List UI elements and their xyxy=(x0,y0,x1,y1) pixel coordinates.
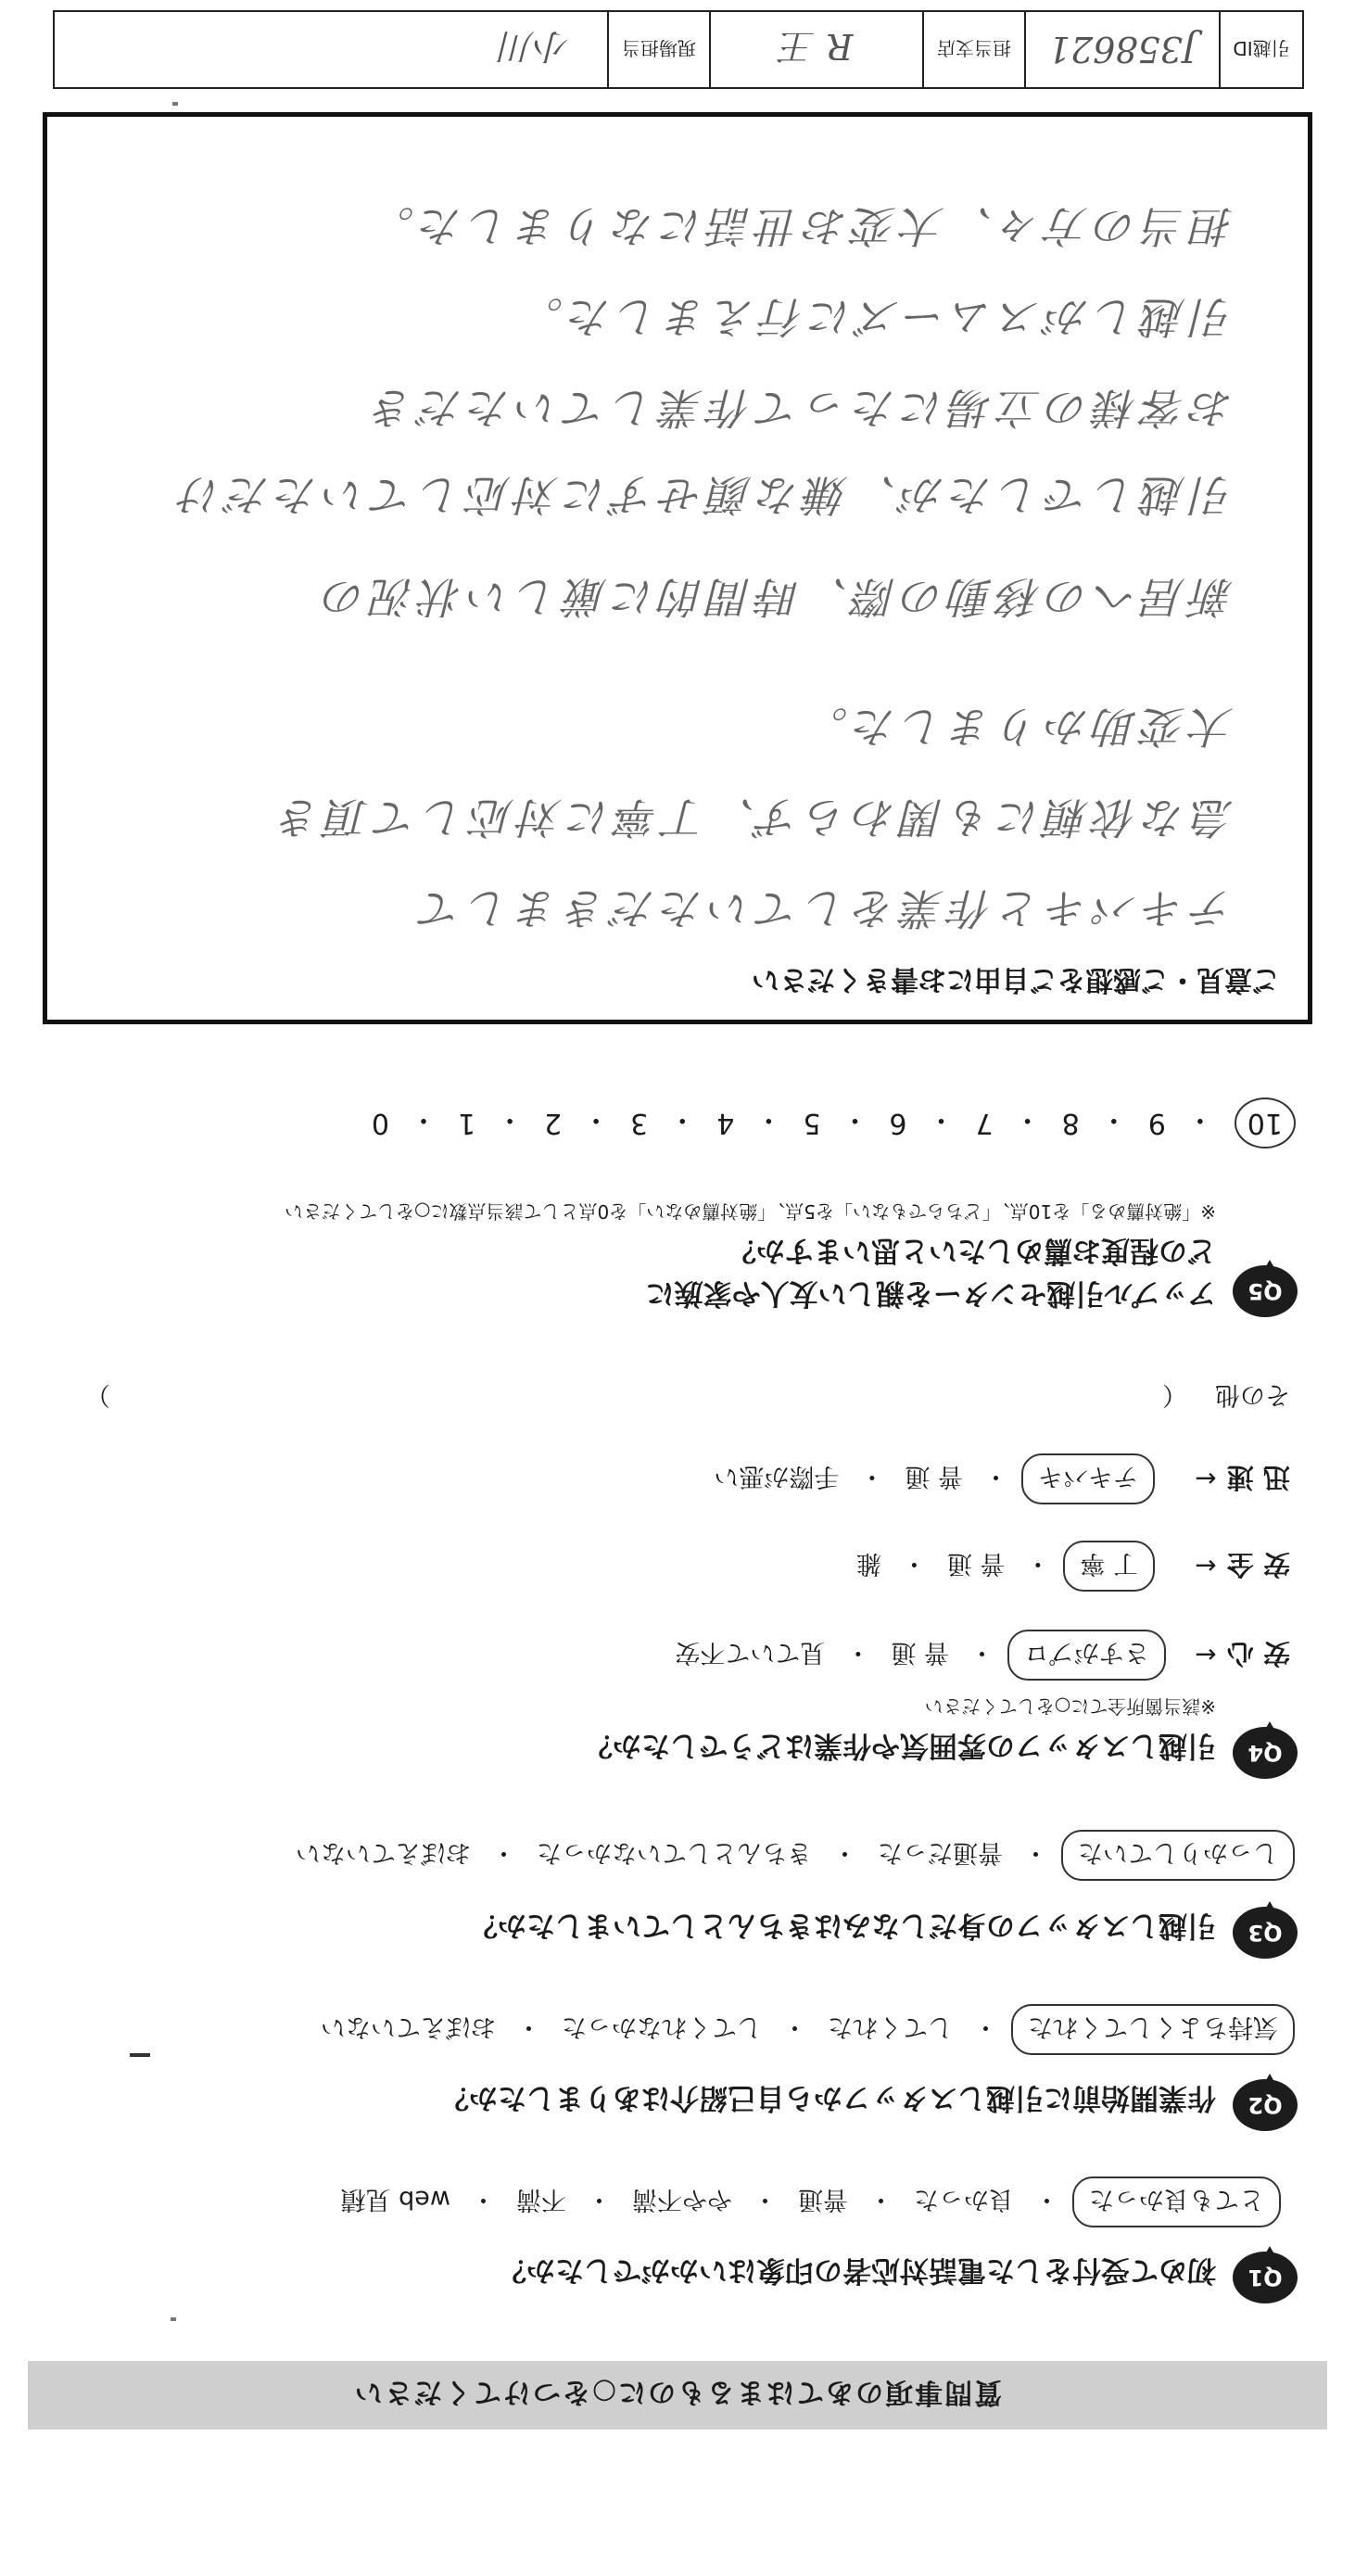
q1-option[interactable]: web 見積 xyxy=(340,2185,450,2214)
id-table xyxy=(53,10,1304,89)
q4-badge: Q4 xyxy=(1233,1727,1298,1779)
q4-other xyxy=(85,1379,1290,1415)
q4-row-anzen: 安 全 ← 丁 寧 ・ 普 通 ・ 雑 xyxy=(849,1541,1290,1592)
leader-value-cell[interactable]: 小川 xyxy=(499,26,570,67)
q2-option[interactable]: してくれた xyxy=(828,2012,953,2041)
q2-option[interactable]: おぼえていない xyxy=(321,2012,496,2041)
q5-score[interactable]: 5 xyxy=(803,1107,821,1139)
q5-score[interactable]: 3 xyxy=(630,1107,649,1139)
q4-other-close: ） xyxy=(85,1380,110,1409)
arrow-icon: ← xyxy=(1195,1640,1217,1670)
q4-option[interactable]: 普 通 xyxy=(891,1638,949,1667)
q2-options: 気持ちよくしてくれた ・ してくれた ・ してくれなかった ・ おぼえていない xyxy=(313,2004,1295,2055)
q5-score[interactable]: 7 xyxy=(975,1107,994,1139)
comment-line: 引越しがスムーズに行えました。 xyxy=(514,292,1234,342)
instructions-header xyxy=(28,2361,1327,2430)
q2-option-selected[interactable]: 気持ちよくしてくれた xyxy=(1011,2004,1295,2055)
q5-score[interactable]: 4 xyxy=(716,1107,735,1139)
q5-score[interactable]: 8 xyxy=(1061,1107,1080,1139)
q3-options: しっかりしていた ・ 普通だった ・ きちんとしていなかった ・ おぼえていない xyxy=(288,1830,1295,1881)
staff-value-cell[interactable]: R 王 xyxy=(709,12,922,87)
q4-option-selected[interactable]: さすがプロ xyxy=(1007,1630,1166,1681)
q4-row-anshin: 安 心 ← さすがプロ ・ 普 通 ・ 見ていて不安 xyxy=(667,1630,1290,1681)
instructions-text: 質問事項のあてはまるものに○をつけてください xyxy=(352,2376,1003,2408)
q5-badge: Q5 xyxy=(1233,1265,1298,1317)
comment-line: 新居への移動の際、時間的に厳しい状況の xyxy=(318,572,1234,622)
leader-label-cell: 現場担当 xyxy=(607,12,709,87)
q2-option[interactable]: してくれなかった xyxy=(562,2012,762,2041)
comment-line: テキパキと作業をしていただきまして xyxy=(414,883,1234,933)
comment-line: お客様の立場にたって作業していただき xyxy=(366,383,1234,433)
id-value-cell[interactable]: J358621 xyxy=(1024,12,1219,87)
arrow-icon: ← xyxy=(1195,1464,1217,1494)
q4-option[interactable]: 手際が悪い xyxy=(714,1462,840,1491)
comment-box[interactable] xyxy=(43,112,1312,1024)
comment-line: 引越しでしたが、嫌な顔せずに対応していただけ xyxy=(173,470,1234,520)
q5-score[interactable]: 6 xyxy=(889,1107,907,1139)
arrow-icon: ← xyxy=(1195,1551,1217,1581)
q4-row-label: 安 全 xyxy=(1226,1549,1290,1580)
q4-option[interactable]: 普 通 xyxy=(905,1462,963,1491)
q4-row-jinsoku: 迅 速 ← テキパキ ・ 普 通 ・ 手際が悪い xyxy=(706,1453,1290,1504)
q5-text-line1: アップル引越センターを親しい友人や家族に xyxy=(645,1276,1216,1310)
q1-option[interactable]: やや不満 xyxy=(632,2185,732,2214)
scan-speck xyxy=(172,102,178,106)
q1-text: 初めて受付をした電話対応者の印象はいかがでしたか？ xyxy=(498,2253,1216,2287)
q5-score[interactable]: 9 xyxy=(1147,1107,1166,1139)
pen-mark xyxy=(130,2053,150,2057)
q2-badge: Q2 xyxy=(1233,2079,1298,2131)
q5-score[interactable]: 2 xyxy=(544,1107,563,1139)
q1-option[interactable]: 普通 xyxy=(798,2185,848,2214)
comment-line: 急な依頼にも関わらず、丁寧に対応して頂き xyxy=(272,793,1234,843)
q3-option-selected[interactable]: しっかりしていた xyxy=(1061,1830,1295,1881)
staff-label-cell: 担当支店 xyxy=(922,12,1024,87)
comment-line: 担当の方々、大変お世話になりました。 xyxy=(366,201,1234,251)
q3-option[interactable]: きちんとしていなかった xyxy=(537,1838,812,1867)
q1-option-selected[interactable]: とても良かった xyxy=(1072,2176,1281,2227)
scan-speck xyxy=(171,2317,176,2321)
q4-option[interactable]: 普 通 xyxy=(946,1549,1006,1578)
id-label-cell: 引越ID xyxy=(1219,12,1302,87)
q3-option[interactable]: おぼえていない xyxy=(296,1838,471,1867)
q3-badge: Q3 xyxy=(1233,1907,1298,1959)
q4-note: ※該当箇所全てに○をしてください xyxy=(924,1695,1216,1718)
q4-other-label: その他 xyxy=(1215,1380,1290,1409)
comment-line: 大変助かりました。 xyxy=(800,702,1234,752)
q4-option[interactable]: 見ていて不安 xyxy=(675,1638,826,1667)
q4-row-label: 迅 速 xyxy=(1226,1462,1290,1493)
q1-options: とても良かった ・ 良かった ・ 普通 ・ やや不満 ・ 不満 ・ web 見積 xyxy=(334,2176,1281,2227)
q4-option-selected[interactable]: 丁 寧 xyxy=(1063,1541,1155,1592)
q4-option-selected[interactable]: テキパキ xyxy=(1021,1453,1155,1504)
q3-option[interactable]: 普通だった xyxy=(878,1838,1003,1867)
q5-text-line2: どの程度お薦めしたいと思いますか？ xyxy=(728,1234,1216,1267)
q5-score[interactable]: 1 xyxy=(457,1107,476,1139)
q3-text: 引越しスタッフの身だしなみはきちんとしていましたか？ xyxy=(469,1909,1216,1942)
q5-score[interactable]: 0 xyxy=(371,1107,389,1139)
q2-text: 作業開始前に引越しスタッフから自己紹介はありましたか？ xyxy=(440,2081,1216,2114)
q5-score-selected[interactable]: 10 xyxy=(1235,1098,1296,1148)
q1-option[interactable]: 不満 xyxy=(516,2185,566,2214)
q4-other-open: （ xyxy=(1162,1380,1187,1409)
q4-option[interactable]: 雑 xyxy=(855,1549,881,1578)
q1-badge: Q1 xyxy=(1233,2252,1298,2303)
q5-scale: 10 ・ 9 ・ 8 ・ 7 ・ 6 ・ 5 ・ 4 ・ 3 ・ 2 ・ 1 ・ 0 xyxy=(372,1098,1296,1148)
comment-title: ご意見・ご感想をご自由にお書きください xyxy=(752,963,1280,996)
q4-row-label: 安 心 xyxy=(1226,1638,1290,1669)
q5-note: ※「絶対薦める」を10点、「どちらでもない」を5点、「絶対薦めない」を0点として該当点数に○をしてください xyxy=(285,1200,1216,1223)
q4-text: 引越しスタッフの雰囲気や作業はどうでしたか？ xyxy=(584,1729,1216,1762)
q1-option[interactable]: 良かった xyxy=(914,2185,1014,2214)
